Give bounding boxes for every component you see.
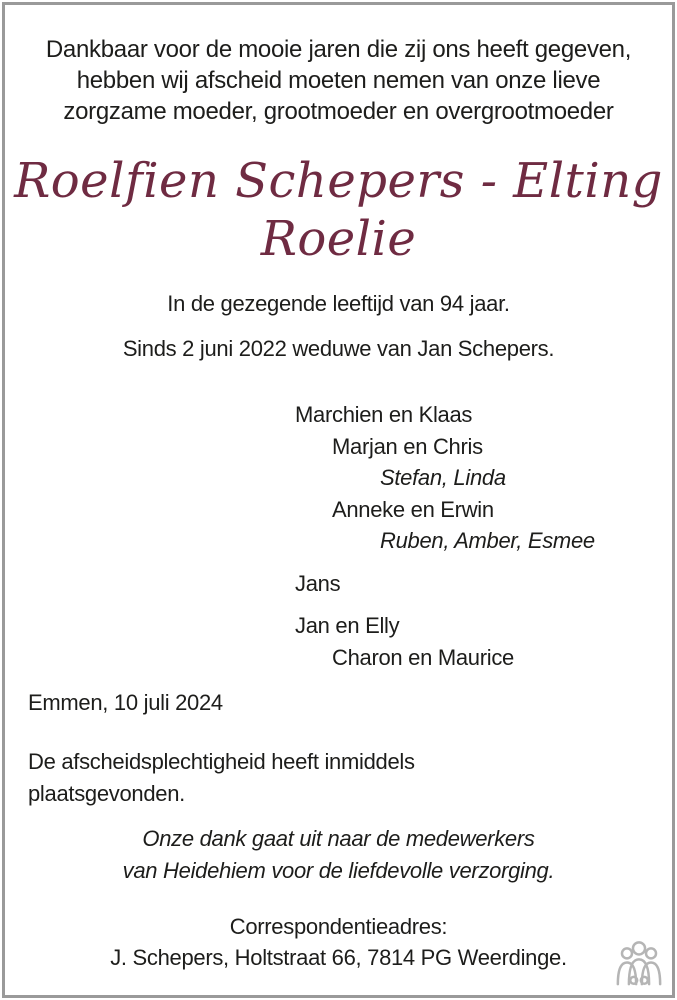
family-member: Jan en Elly xyxy=(295,613,400,638)
intro-line-1: Dankbaar voor de mooie jaren die zij ons heeft gegeven, xyxy=(45,36,632,63)
ceremony-line-1: De afscheidsplechtigheid heeft inmiddels xyxy=(28,749,415,774)
family-list xyxy=(295,399,595,673)
family-member: Marjan en Chris xyxy=(332,433,483,459)
correspondence-label: Correspondentieadres: xyxy=(229,914,448,939)
family-member: Ruben, Amber, Esmee xyxy=(380,528,595,553)
ceremony-notice xyxy=(28,746,415,810)
thanks-line-1: Onze dank gaat uit naar de medewerkers xyxy=(142,826,535,851)
family-member: Jans xyxy=(295,570,341,596)
age-line: In de gezegende leeftijd van 94 jaar. xyxy=(167,291,510,316)
ceremony-line-2: plaatsgevonden. xyxy=(28,781,185,806)
family-member: Charon en Maurice xyxy=(332,644,514,670)
correspondence-block xyxy=(0,911,677,973)
deceased-name-block xyxy=(0,152,677,268)
correspondence-address: J. Schepers, Holtstraat 66, 7814 PG Weerdinge. xyxy=(110,945,567,970)
intro-line-3: zorgzame moeder, grootmoeder en overgrootmoeder xyxy=(63,98,614,125)
widow-line: Sinds 2 juni 2022 weduwe van Jan Schepers. xyxy=(122,336,555,361)
family-member: Anneke en Erwin xyxy=(332,496,494,522)
family-figures-icon xyxy=(614,936,664,990)
intro-line-2: hebben wij afscheid moeten nemen van onze lieve xyxy=(76,67,601,94)
deceased-full-name: Roelfien Schepers - Elting xyxy=(14,153,663,209)
thanks-note xyxy=(0,823,677,887)
place-and-date: Emmen, 10 juli 2024 xyxy=(28,690,223,715)
family-member: Stefan, Linda xyxy=(380,465,506,490)
intro-text xyxy=(0,34,677,127)
family-member: Marchien en Klaas xyxy=(295,402,473,427)
thanks-line-2: van Heidehiem voor de liefdevolle verzorging. xyxy=(122,858,555,883)
deceased-call-name: Roelie xyxy=(260,211,417,267)
